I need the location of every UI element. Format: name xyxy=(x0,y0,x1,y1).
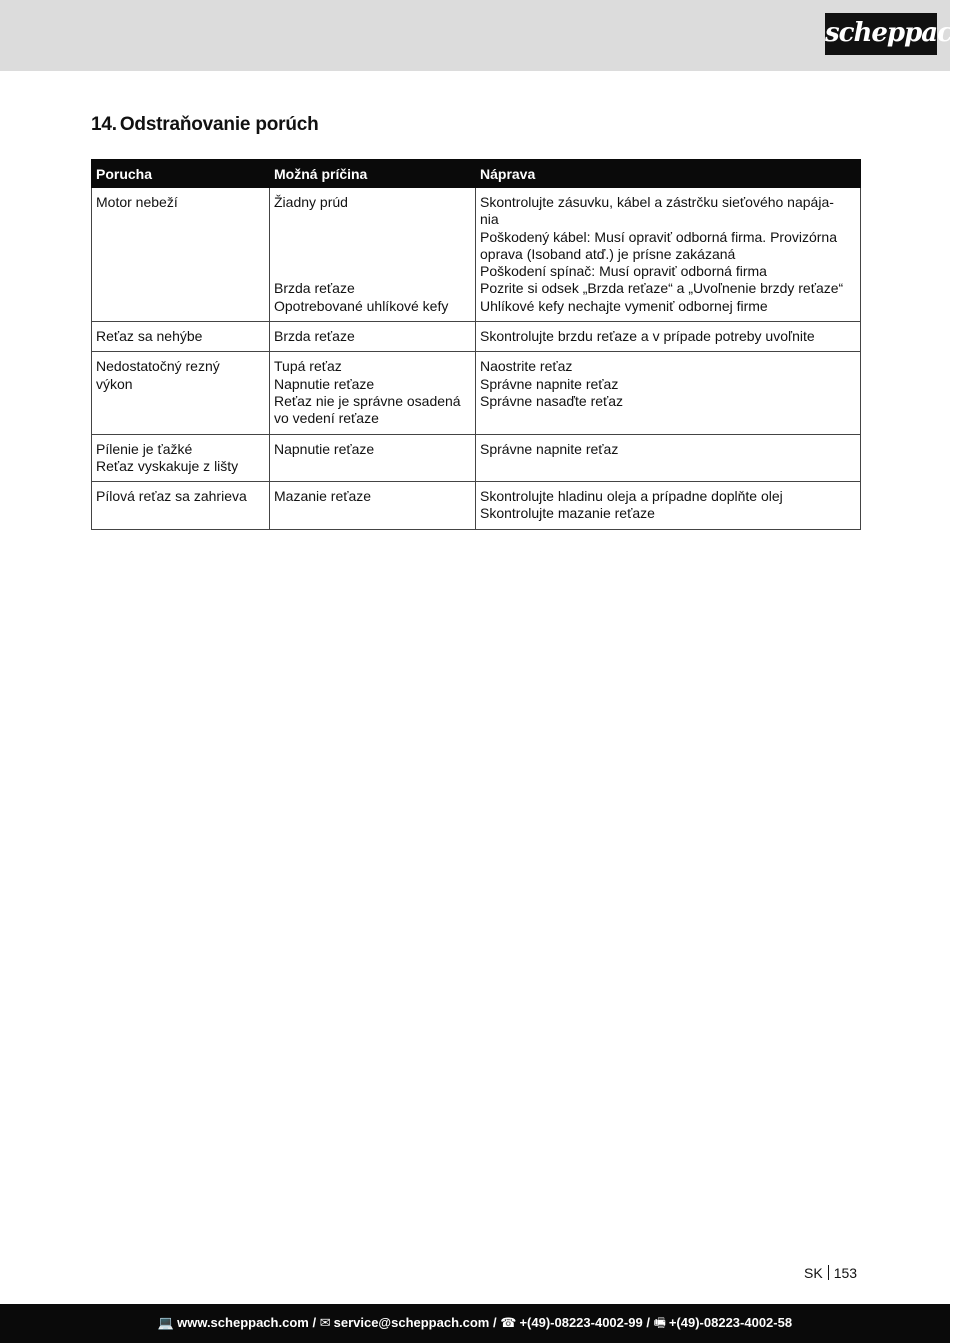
page-language: SK xyxy=(804,1265,823,1281)
cell-line: Skontrolujte hladinu oleja a prípadne doplňte olej xyxy=(480,488,783,505)
mail-icon: ✉ xyxy=(319,1315,331,1330)
cell-line: Pílová reťaz sa zahrieva xyxy=(96,488,247,505)
table-row xyxy=(92,482,861,530)
footer-contact-bar xyxy=(0,1304,950,1343)
column-header-cause: Možná príčina xyxy=(270,160,476,188)
table-header-row xyxy=(92,160,861,188)
cell-line: Reťaz sa nehýbe xyxy=(96,328,203,345)
cell-line: Poškodený kábel: Musí opraviť odborná firma. Provizórna xyxy=(480,228,837,245)
cell-line xyxy=(274,263,471,280)
cause-cell xyxy=(270,352,476,434)
brand-logo: scheppach xyxy=(825,13,937,55)
cell-line: Uhlíkové kefy nechajte vymeniť odbornej firme xyxy=(480,297,768,314)
remedy-cell xyxy=(476,482,861,530)
fax-icon: 🖷 xyxy=(653,1315,666,1330)
cell-line: Motor nebeží xyxy=(96,194,178,210)
cell-line: Brzda reťaze xyxy=(274,280,355,297)
cell-line: Napnutie reťaze xyxy=(274,440,375,457)
cause-cell xyxy=(270,482,476,530)
cell-line: Nedostatočný rezný xyxy=(96,358,220,375)
section-number: 14. xyxy=(91,114,117,135)
cell-line: Poškodení spínač: Musí opraviť odborná firma xyxy=(480,263,767,280)
footer-separator: / xyxy=(646,1315,650,1330)
fault-cell xyxy=(92,322,270,352)
header-bar xyxy=(0,0,970,71)
cell-line: Brzda reťaze xyxy=(274,328,355,345)
fault-cell xyxy=(92,482,270,530)
cell-line: Skontrolujte brzdu reťaze a v prípade potreby uvoľnite xyxy=(480,328,815,345)
remedy-cell xyxy=(476,352,861,434)
fault-cell xyxy=(92,188,270,322)
cell-line: oprava (Isoband atď.) je prísne zakázaná xyxy=(480,245,736,262)
cell-line: Pozrite si odsek „Brzda reťaze“ a „Uvoľnenie brzdy reťaze“ xyxy=(480,280,844,297)
cell-line: Správne nasaďte reťaz xyxy=(480,392,624,409)
cell-line xyxy=(274,246,471,263)
cause-cell xyxy=(270,434,476,482)
page-number-divider xyxy=(828,1265,829,1280)
cell-line: Opotrebované uhlíkové kefy xyxy=(274,297,449,314)
cell-line: Reťaz vyskakuje z lišty xyxy=(96,457,239,474)
table-row xyxy=(92,188,861,322)
table-row xyxy=(92,322,861,352)
fault-cell xyxy=(92,352,270,434)
table-row xyxy=(92,352,861,434)
cell-line xyxy=(274,211,471,228)
cell-line: nia xyxy=(480,211,499,228)
footer-email[interactable]: service@scheppach.com xyxy=(333,1315,490,1330)
fault-cell xyxy=(92,434,270,482)
cell-line: Napnutie reťaze xyxy=(274,375,375,392)
footer-website[interactable]: www.scheppach.com xyxy=(177,1315,309,1330)
section-title xyxy=(91,114,319,136)
remedy-cell xyxy=(476,322,861,352)
cell-line: Naostrite reťaz xyxy=(480,358,573,375)
page-number-value: 153 xyxy=(833,1265,858,1281)
cell-line: výkon xyxy=(96,375,133,392)
page-number xyxy=(804,1265,857,1281)
remedy-cell xyxy=(476,434,861,482)
troubleshooting-table xyxy=(91,159,861,530)
column-header-remedy: Náprava xyxy=(476,160,861,188)
cell-line: Správne napnite reťaz xyxy=(480,375,619,392)
cell-line: Skontrolujte zásuvku, kábel a zástrčku sieťového napája- xyxy=(480,194,834,210)
footer-separator: / xyxy=(312,1315,317,1330)
section-title-text: Odstraňovanie porúch xyxy=(119,114,319,135)
cause-cell xyxy=(270,188,476,322)
phone-icon: ☎ xyxy=(500,1315,517,1330)
cell-line: Mazanie reťaze xyxy=(274,488,372,505)
laptop-icon: 💻 xyxy=(157,1315,175,1330)
cell-line xyxy=(274,229,471,246)
remedy-cell xyxy=(476,188,861,322)
cell-line: Skontrolujte mazanie reťaze xyxy=(480,505,655,522)
footer-fax: +(49)-08223-4002-58 xyxy=(668,1315,793,1330)
cell-line: Správne napnite reťaz xyxy=(480,440,619,457)
footer-phone: +(49)-08223-4002-99 xyxy=(519,1315,643,1330)
cell-line: Žiadny prúd xyxy=(274,194,348,210)
cell-line: Reťaz nie je správne osadená xyxy=(274,392,461,409)
column-header-fault: Porucha xyxy=(92,160,270,188)
cause-cell xyxy=(270,322,476,352)
cell-line: Pílenie je ťažké xyxy=(96,440,193,457)
cell-line: Tupá reťaz xyxy=(274,358,342,375)
table-row xyxy=(92,434,861,482)
cell-line: vo vedení reťaze xyxy=(274,410,379,427)
footer-separator: / xyxy=(493,1315,497,1330)
